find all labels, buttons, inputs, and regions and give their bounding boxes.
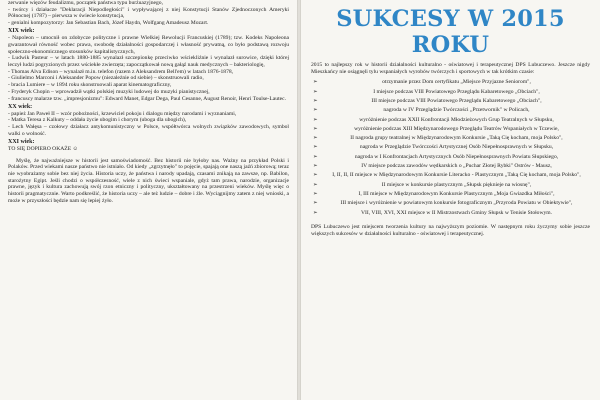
list-item: - Matka Teresa z Kalkuty – oddała życie ubogim i chorym (uboga dla ubogich), — [8, 117, 187, 124]
left-column — [0, 0, 297, 204]
award-item: ➢ otrzymanie przez Dom certyfikatu „Miejsce Przyjazne Seniorom", — [311, 79, 590, 86]
closing-paragraph: Myślę, że najważniejsze w historii jest samoświadomość. Bez historii nie byłoby nas. Ważny na przykład Polski i Polaków. Przed wiekami nasze państwo nie istniało. Od kiedy „zgrzytnęło" to pojęcie, spajają one naszą jaźń zbiorową; teraz nie wyobrażamy sobie bez niej życia. Historia uczy, że państwa i narody upadają, czasami znikają na zawsze, np. Babilon, starożytny Egipt. Jeśli chodzi o współczesność, wiele z nich świeci wspaniale, gdyż tam prawa, narodzie, organizacje prawne, język i kultura zachowują swój rzon etniczny i polityczny, ukształtowany na przestrzeni wieków. Myślę więc o historii pragmatycznie. Warto podkreślić, że historia uczy – ale też ludzie – dobre i źle. Wyciągnijmy zatem z niej wnioski, a może w przyszłości będzie nam się lepiej żyło. — [8, 157, 289, 204]
intro-paragraph: 2015 to najlepszy rok w historii działalności kulturalno - oświatowej i terapeutycznej DPS Lubuczewo. Jeszcze nigdy Mieszkańcy nie osiągnęli tylu wspaniałych wyrobów twórczych i sportowych w tak krótkim czasie: — [311, 62, 590, 75]
awards-list — [311, 79, 590, 216]
award-item: ➢ nagroda w Przeglądzie Twórczości Artystycznej Osób Niepełnosprawnych w Słupsku, — [311, 144, 590, 151]
award-item: ➢ II miejsce w konkursie plastycznym „Słupsk pięknieje na wiosnę", — [311, 182, 590, 189]
award-item: ➢ nagroda w I Konfrontacjach Artystycznych Osób Niepełnosprawnych Powiatu Słupskiego, — [311, 154, 590, 161]
list-19th-century — [8, 35, 289, 102]
list-item: - papież Jan Paweł II – wzór pobożności, krzewiciel pokoju i dialogu między narodami i wyznaniami, — [8, 110, 237, 117]
right-page — [301, 0, 600, 400]
award-item: ➢ wyróżnienie podczas XXII Konfrontacji Młodzieżowych Grup Teatralnych w Słupsku, — [311, 117, 590, 124]
outro-paragraph: DPS Lubuczewo jest miejscem tworzenia kultury na najwyższym poziomie. W następnym roku życzymy sobie jeszcze większych sukcesów w działalności kulturalno - oświatowej i terapeutycznej. — [311, 223, 590, 237]
list-item: - Fryderyk Chopin – wprowadził wątki polskiej muzyki ludowej do muzyki pianistycznej, — [8, 88, 210, 95]
award-item: ➢ nagroda w IV Przeglądzie Twórczości „Przetwornik" w Policach, — [311, 107, 590, 114]
page-title: SUKCESY W 2015 ROKU — [336, 6, 565, 58]
list-item: - twórcy i działacze "Deklaracji Niepodległości" i wypływającej z niej Konstytucji Stanów Zjednoczonych Ameryki Północnej (1787) – pierwsza w świecie konstytucja, — [8, 6, 289, 20]
heading-21st-century: XXI wiek: — [8, 138, 35, 145]
list-item: - Napoleon – umocnił on zdobycze polityczne i prawne Wielkiej Rewolucji Francuskiej (1789); tzw. Kodeks Napoleona gwarantował równość wobec prawa, swobodę działalności gospodarczej i własność prywatną, co było podstawą rozwoju społeczno-ekonomicznego stosunków kapitalistycznych, — [8, 35, 289, 55]
heading-20th-century: XX wiek: — [8, 103, 33, 110]
list-item: zerwanie więzów feudalizmu, początek państwa typu burżuazyjnego, — [8, 0, 164, 6]
heading-19th-century: XIX wiek: — [8, 28, 35, 35]
right-column — [301, 62, 600, 237]
award-item: ➢ IV miejsce podczas zawodów wędkarskich o „Puchar Złotej Rybki" Ostrów - Mausz, — [311, 163, 590, 170]
list-item: - Ludwik Pasteur – w latach 1880-1885 wynalazł szczepionkę przeciwko wściekliźnie i wynalazł surowice, dzięki której leczył ludzi pogryzionych przez wściekłe zwierzęta; zapoczątkował nową gałąź nauk medycznych – bakteriologię, — [8, 55, 289, 69]
award-item: ➢ III miejsce i wyróżnienie w powiatowym konkursie fotograficznym „Przyroda Powiatu w Obiektywie", — [311, 200, 590, 207]
left-page — [0, 0, 297, 400]
list-20th-century — [8, 111, 289, 138]
list-item: - Lech Wałęsa – czołowy działacz antykomunistyczny w Polsce, współtwórca wolnych związków zawodowych, symbol walki o wolność. — [8, 124, 289, 137]
left-intro-items — [8, 0, 289, 27]
award-item: ➢ wyróżnienie podczas XIII Międzynarodowego Przeglądu Teatrów Wspaniałych w Tczewie, — [311, 126, 590, 133]
award-item: ➢ I, III miejsce w Międzynarodowym Konkursie Plastycznym „Moja Gwiazdka Miłości", — [311, 191, 590, 198]
award-item: ➢ I miejsce podczas VIII Powiatowego Przeglądu Kabaretowego „Obciach", — [311, 89, 590, 96]
item-21st-century: TO SIĘ DOPIERO OKAŻE ☺ — [8, 145, 79, 152]
award-item: ➢ II nagroda grupy teatralnej w Międzynarodowym Konkursie „Taką Cię kocham, moja Polsko", — [311, 135, 590, 142]
list-item: - Giulielmo Marconi i Aleksander Popow (niezależnie od siebie) – skonstruowali radio, — [8, 75, 204, 82]
award-item: ➢ VII, VIII, XVI, XXI miejsce w II Mistrzostwach Gminy Słupsk w Tenisie Stołowym. — [311, 210, 590, 217]
list-item: - genialni kompozytorzy: Jan Sebastian Bach, Józef Haydn, Wolfgang Amadeusz Mozart. — [8, 20, 209, 27]
list-item: - francuscy malarze tzw. „impresjonizmu": Edward Manet, Edgar Dega, Paul Cesanne, August Renoir, Henri Toulse-Lautec. — [8, 95, 287, 102]
award-item: ➢ III miejsce podczas VIII Powiatowego Przeglądu Kabaretowego „Obciach", — [311, 98, 590, 105]
list-item: - Thomas Alva Edison – wynalazł m.in. telefon (razem z Aleksandrem Bell'em) w latach 1876-1878, — [8, 68, 234, 75]
list-item: - bracia Lumiere – w 1894 roku skonstruowali aparat kinematograficzny, — [8, 82, 172, 89]
award-item: ➢ I, II, II, II miejsce w Międzynarodowym Konkursie Literacko - Plastycznym „Taką Cię kocham, moja Polsko", — [311, 172, 590, 179]
